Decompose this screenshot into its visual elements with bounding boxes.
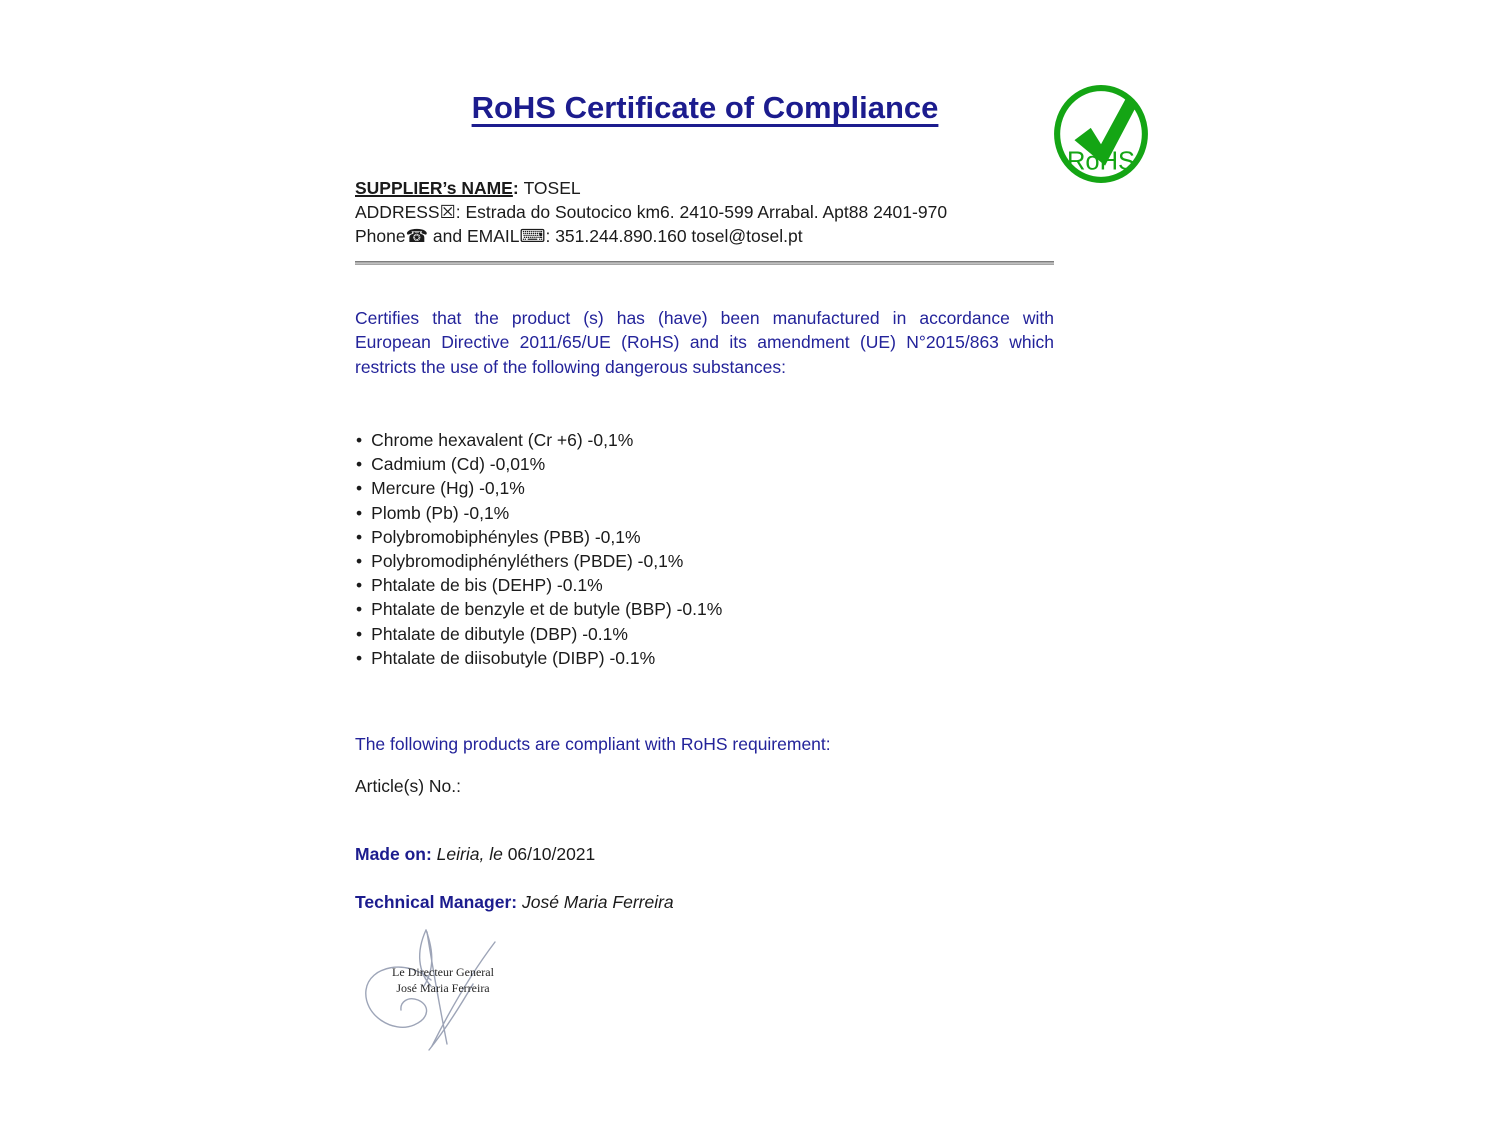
supplier-block [355,176,1055,248]
made-on-date: 06/10/2021 [507,844,596,864]
substance-item: • Plomb (Pb) -0,1% [356,501,1055,525]
signature-caption [383,964,503,996]
substances-list [356,428,1055,670]
signature-block [355,920,505,1052]
supplier-name-value: TOSEL [523,178,581,198]
logo-label: RoHS [1066,147,1136,176]
substance-item: • Mercure (Hg) -0,1% [356,476,1055,500]
certification-line: Certifies that the product (s) has (have) been manufactured in accordance with [355,308,1054,328]
envelope-icon: ☒ [439,202,456,222]
computer-icon: ⌨ [519,226,546,246]
supplier-name-line [355,176,1055,200]
certification-line: European Directive 2011/65/UE (RoHS) and its amendment (UE) N°2015/863 which [355,332,1054,353]
signature-name: José Maria Ferreira [396,981,490,995]
signature-title: Le Directeur General [392,965,494,979]
substance-item: • Polybromobiphényles (PBB) -0,1% [356,525,1055,549]
rohs-logo-graphic [1052,84,1150,184]
certification-paragraph [355,306,1054,379]
technical-manager-label: Technical Manager: [355,892,518,912]
technical-manager-line [355,892,674,913]
contact-value: : 351.244.890.160 tosel@tosel.pt [545,226,803,246]
made-on-label: Made on: [355,844,432,864]
made-on-place: Leiria, le [431,844,508,864]
substance-item: • Phtalate de diisobutyle (DIBP) -0.1% [356,646,1055,670]
compliance-statement: The following products are compliant with RoHS requirement: [355,734,831,754]
supplier-contact-line [355,224,1055,248]
substance-item: • Phtalate de dibutyle (DBP) -0.1% [356,622,1055,646]
address-value: : Estrada do Soutocico km6. 2410-599 Arrabal. Apt88 2401-970 [455,202,948,222]
supplier-name-separator: : [512,178,524,198]
rohs-logo [1052,84,1150,184]
phone-icon: ☎ [405,226,429,246]
divider-rule [355,261,1054,265]
substance-item: • Phtalate de bis (DEHP) -0.1% [356,573,1055,597]
article-number-label: Article(s) No.: [355,776,461,796]
supplier-name-label: SUPPLIER’s NAME [355,178,513,198]
supplier-address-line [355,200,1055,224]
made-on-line [355,844,595,865]
phone-label: Phone [355,226,406,246]
certification-line: restricts the use of the following dangerous substances: [355,356,786,377]
substance-item: • Chrome hexavalent (Cr +6) -0,1% [356,428,1055,452]
substance-item: • Cadmium (Cd) -0,01% [356,452,1055,476]
technical-manager-name: José Maria Ferreira [517,892,674,912]
email-label: and EMAIL [428,226,520,246]
page-title: RoHS Certificate of Compliance [471,90,939,125]
substance-item: • Phtalate de benzyle et de butyle (BBP) -0.1% [356,597,1055,621]
substance-item: • Polybromodiphényléthers (PBDE) -0,1% [356,549,1055,573]
address-label: ADDRESS [355,202,440,222]
